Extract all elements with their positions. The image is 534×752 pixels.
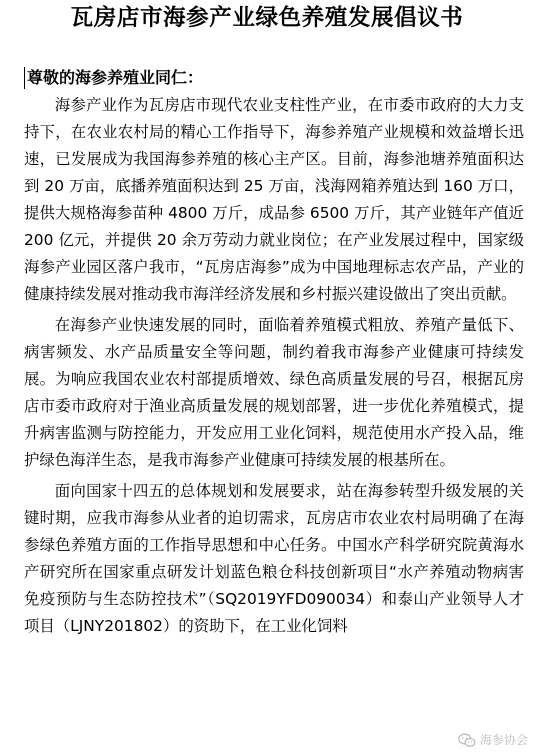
salutation: 尊敬的海参养殖业同仁：	[27, 68, 204, 87]
wechat-icon	[458, 733, 476, 748]
text-cursor	[24, 67, 25, 89]
paragraph-3: 面向国家十四五的总体规划和发展要求，站在海参转型升级发展的关键时期，应我市海参从业者的迫切需求，瓦房店市农业农村局明确了在海参绿色养殖方面的工作指导思想和中心任务。中国水产科学研究院黄海水产研究所在国家重点研发计划蓝色粮仓科技创新项目“水产养殖动物病害免疫预防与生态防控技术”（SQ2019YFD090034）和泰山产业领导人才项目（LJNY201802）的资助下，在工业化饲料	[24, 482, 524, 635]
paragraph-1: 海参产业作为瓦房店市现代农业支柱性产业，在市委市政府的大力支持下，在农业农村局的精心工作指导下，海参养殖产业规模和效益增长迅速，已发展成为我国海参养殖的核心主产区。目前，海参池塘养殖面积达到 20 万亩，底播养殖面积达到 25 万亩，浅海网箱养殖达到 160 万口，提供大规格海参苗种 4800 万斤，成品参 6500 万斤，其产业链年产值近 200 亿元，并提供 20 余万劳动力就业岗位；在产业发展过程中，国家级海参产业园区落户我市，“瓦房店海参”成为中国地理标志农产品，产业的健康持续发展对推动我市海洋经济发展和乡村振兴建设做出了突出贡献。	[24, 96, 524, 303]
watermark-text: 海参协会	[479, 733, 528, 747]
paragraph-2: 在海参产业快速发展的同时，面临着养殖模式粗放、养殖产量低下、病害频发、水产品质量安全等问题，制约着我市海参产业健康可持续发展。为响应我国农业农村部提质增效、绿色高质量发展的号召，根据瓦房店市委市政府对于渔业高质量发展的规划部署，进一步优化养殖模式，提升病害监测与防控能力，开发应用工业化饲料，规范使用水产投入品，维护绿色海洋生态，是我市海参产业健康可持续发展的根基所在。	[24, 316, 524, 469]
watermark	[458, 732, 528, 748]
body-text	[24, 92, 524, 644]
salutation-line	[24, 64, 203, 92]
document-title: 瓦房店市海参产业绿色养殖发展倡议书	[70, 5, 464, 31]
